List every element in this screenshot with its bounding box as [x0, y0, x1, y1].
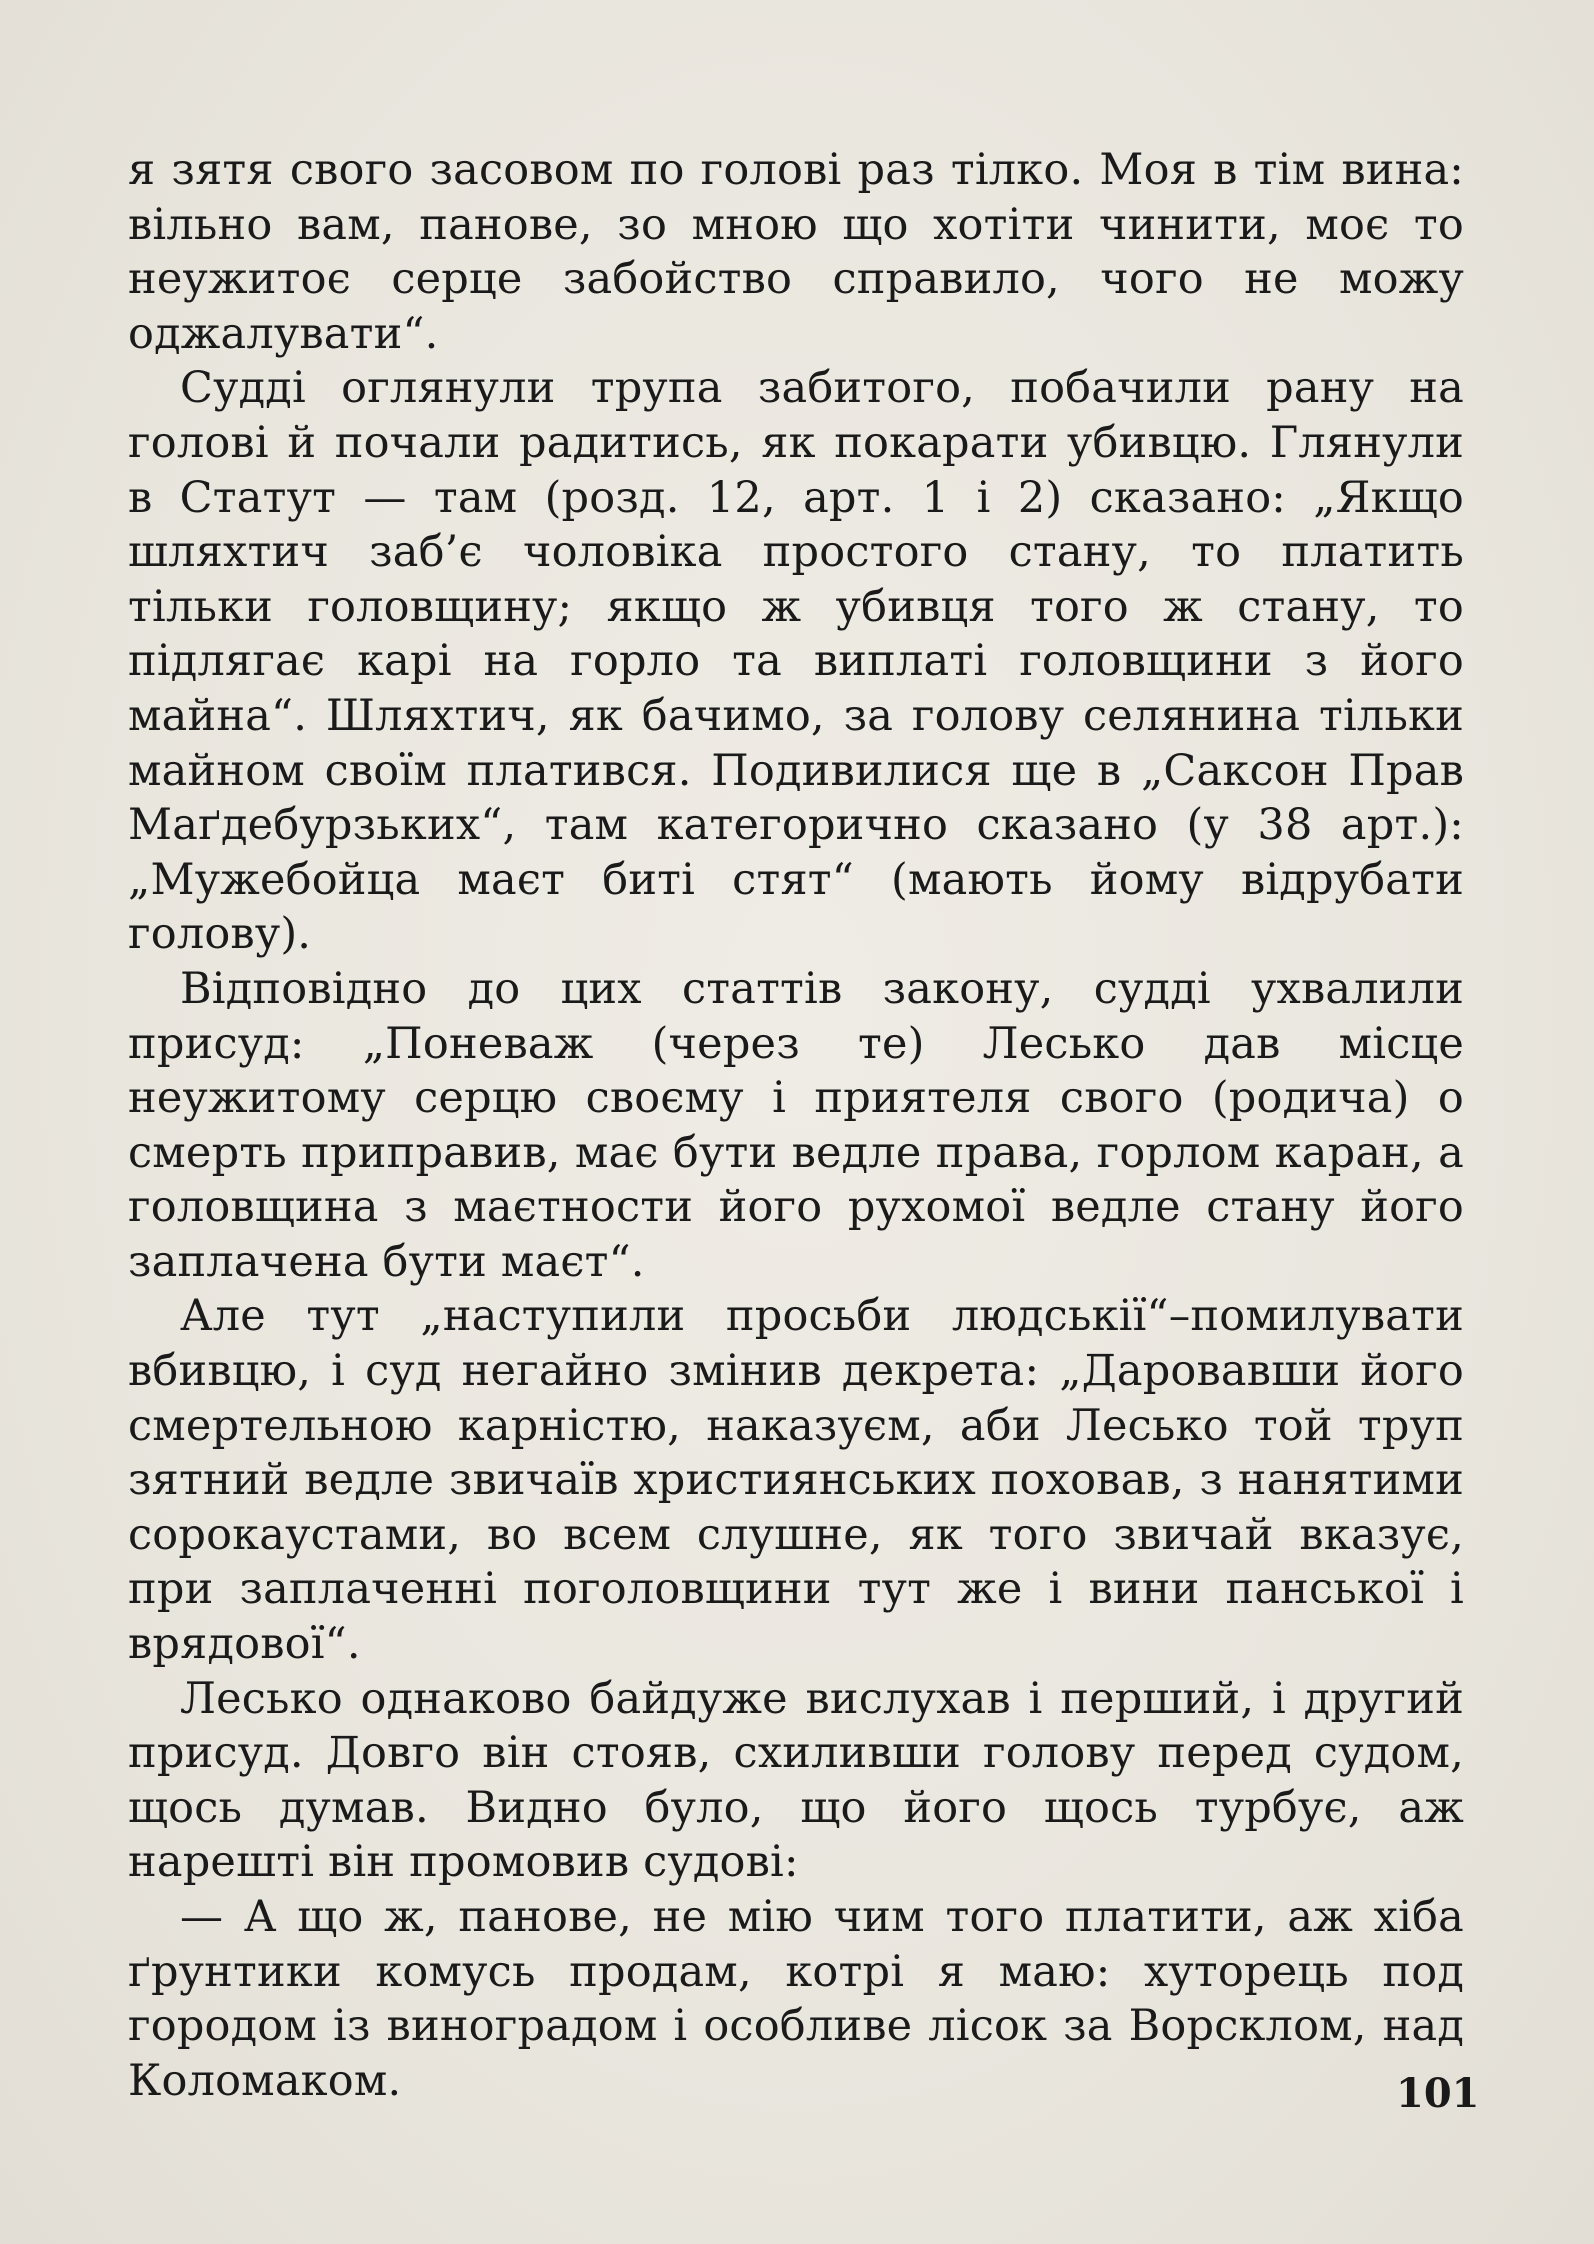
- body-text: [128, 143, 1464, 2108]
- paragraph-5: Лесько однаково байдуже вислухав і перший, і другий присуд. Довго він стояв, схиливши голову перед судом, щось думав. Видно було, що його щось турбує, аж нарешті він промовив судові:: [128, 1673, 1464, 1888]
- paragraph-6: — А що ж, панове, не мію чим того платити, аж хіба ґрунтики комусь продам, котрі я маю: хуторець под городом із виноградом і особливе лісок за Ворсклом, над Коломаком.: [128, 1892, 1464, 2106]
- page-number: 101: [1396, 2070, 1480, 2117]
- paragraph-2: Судді оглянули трупа забитого, побачили рану на голові й почали радитись, як покарати убивцю. Глянули в Статут — там (розд. 12, арт. 1 і 2) сказано: „Якщо шляхтич заб’є чоловіка простого стану, то платить тільки головщину; якщо ж убивця того ж стану, то підлягає карі на горло та виплаті головщини з його майна“. Шляхтич, як бачимо, за голову селянина тільки майном своїм платився. Подивилися ще в „Саксон Прав Маґдебурзьких“, там категорично сказано (у 38 арт.): „Мужебойца маєт биті стят“ (мають йому відрубати голову).: [128, 363, 1464, 960]
- paragraph-4: Але тут „наступили просьби людськії“–помилувати вбивцю, і суд негайно змінив декрета: „Даровавши його смертельною карністю, наказуєм, аби Лесько той труп зятний ведле звичаїв християнських поховав, з нанятими сорокаустами, во всем слушне, як того звичай вказує, при заплаченні поголовщини тут же і вини панської і врядової“.: [128, 1291, 1464, 1670]
- paragraph-1: я зятя свого засовом по голові раз тілко. Моя в тім вина: вільно вам, панове, зо мною що хотіти чинити, моє то неужитоє серце забойство справило, чого не можу оджалувати“.: [128, 145, 1464, 359]
- paragraph-3: Відповідно до цих статтів закону, судді ухвалили присуд: „Поневаж (через те) Лесько дав місце неужитому серцю своєму і приятеля свого (родича) о смерть приправив, має бути ведле права, горлом каран, а головщина з маєтности його рухомої ведле стану його заплачена бути маєт“.: [128, 963, 1464, 1287]
